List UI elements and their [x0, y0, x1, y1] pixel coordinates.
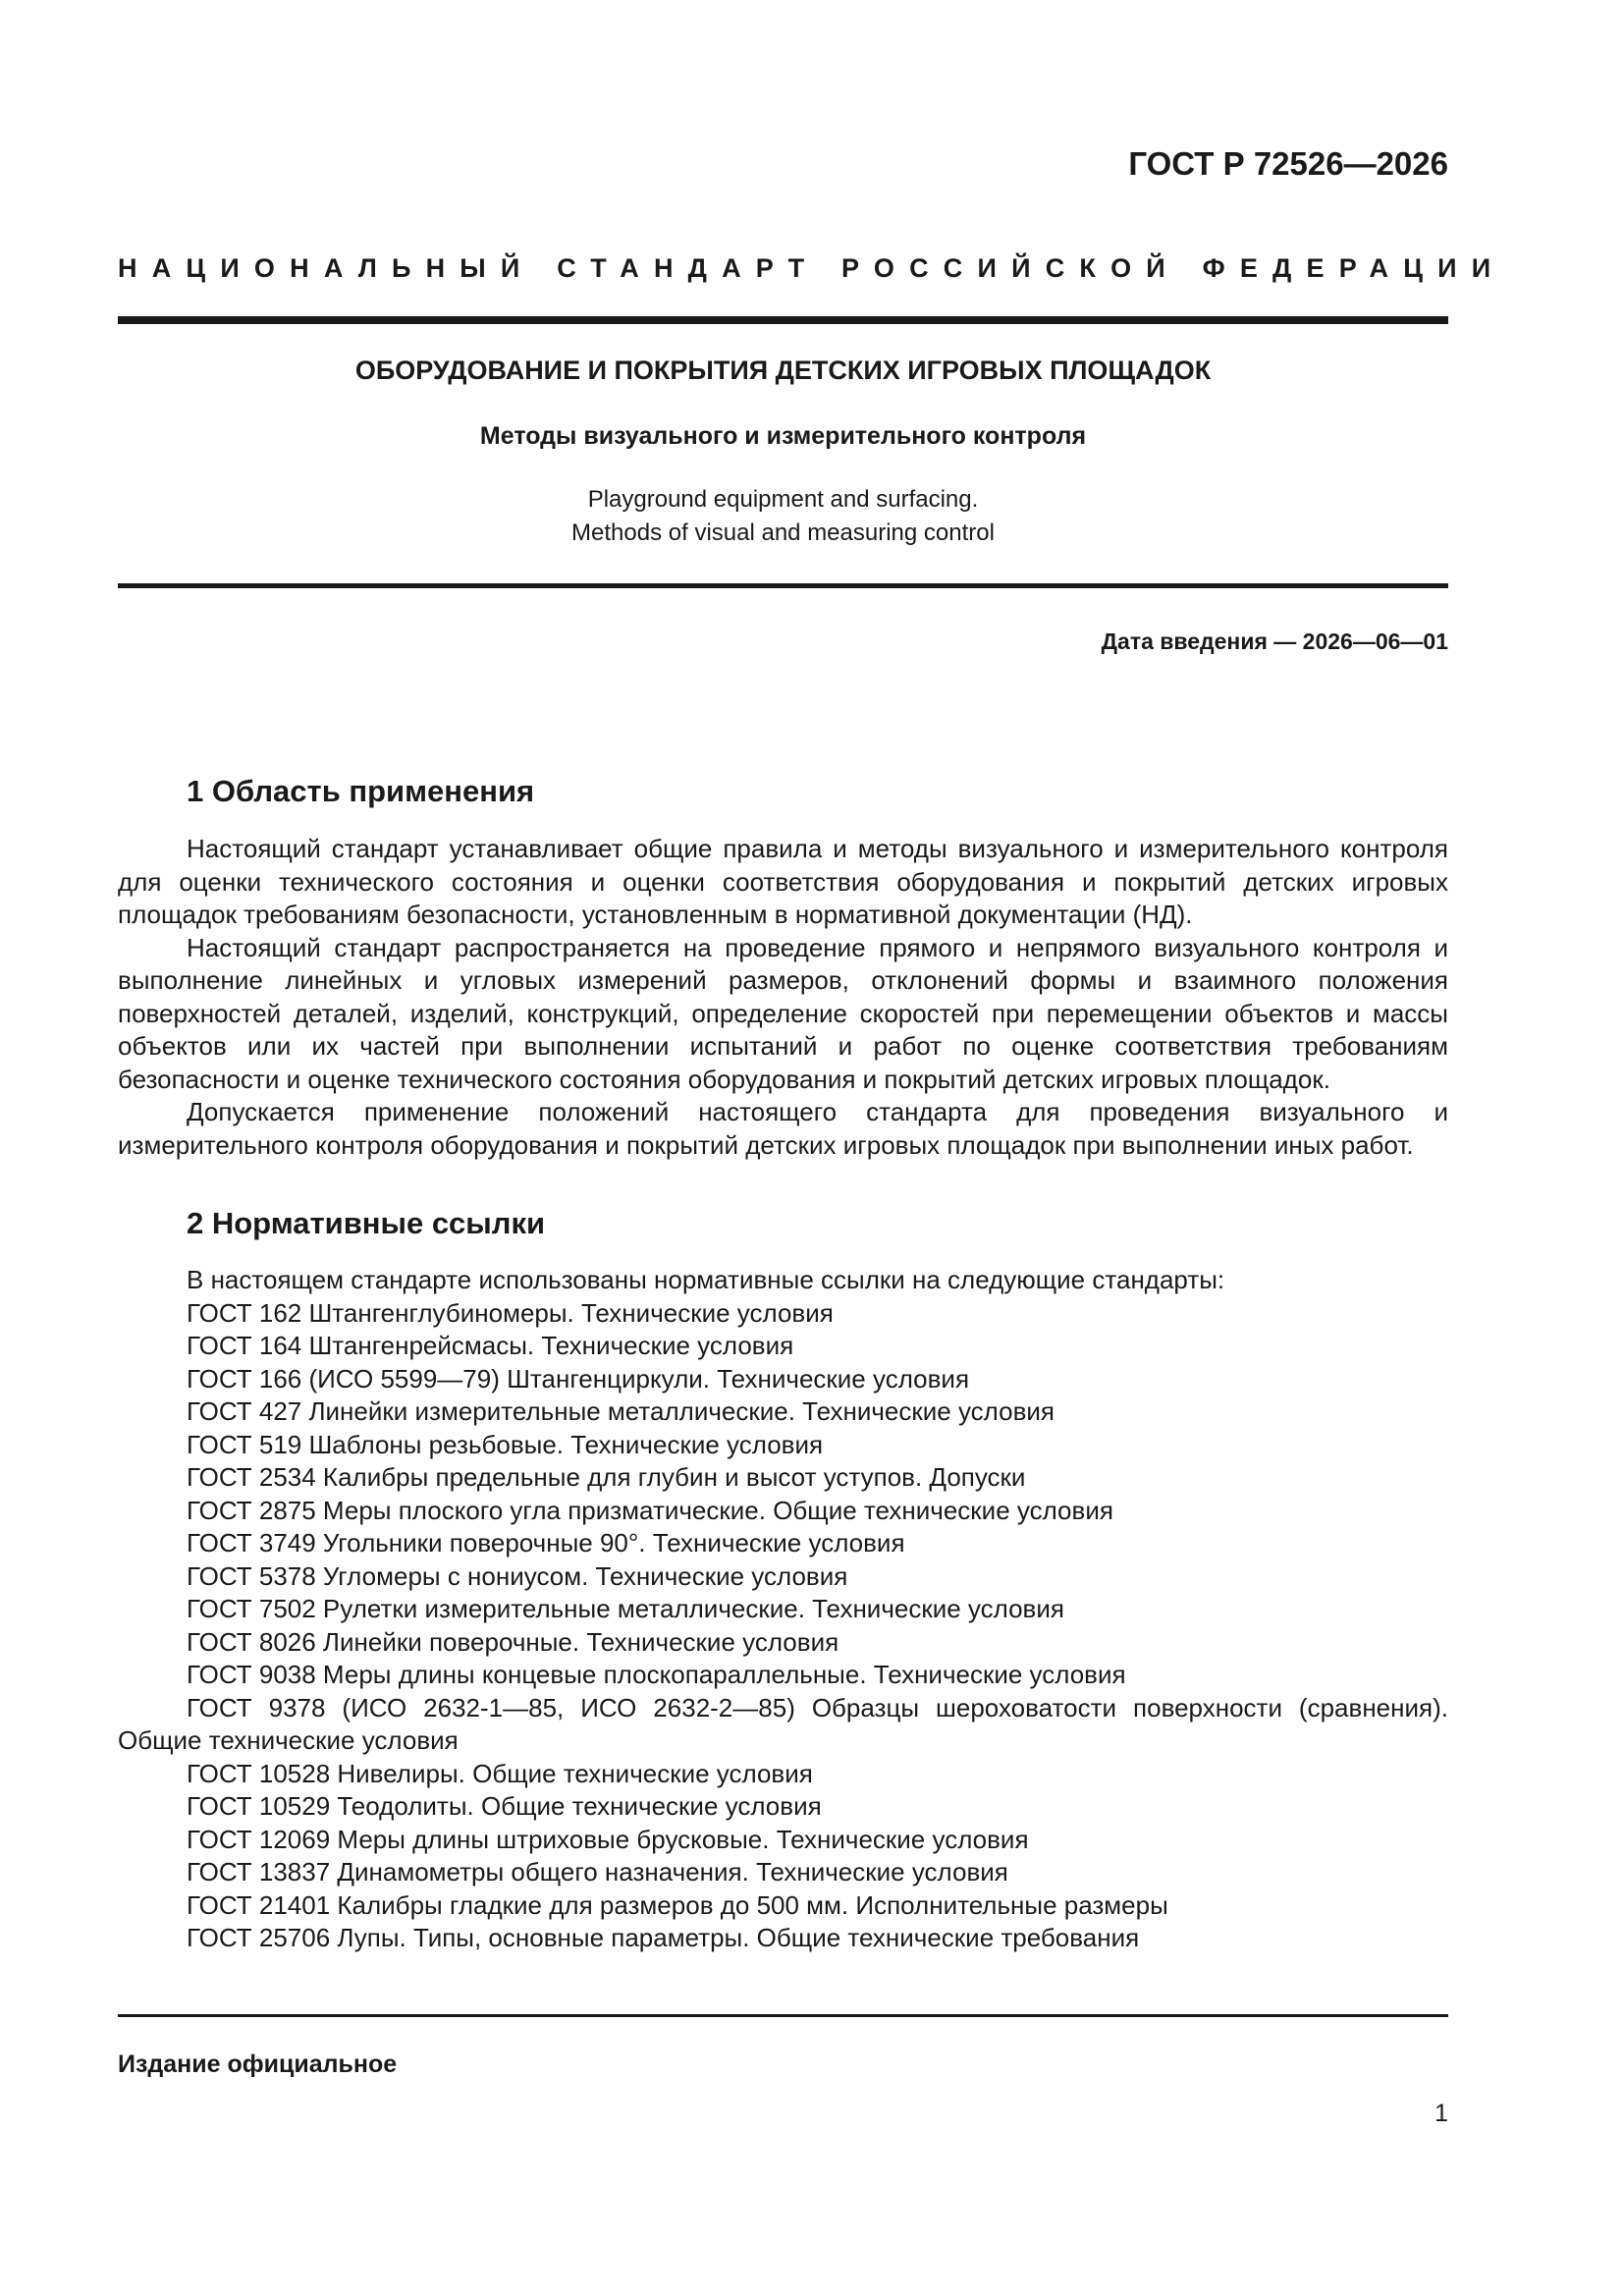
introduction-date: Дата введения — 2026—06—01 — [1101, 629, 1448, 654]
english-title-line-1: Playground equipment and surfacing. — [587, 486, 979, 513]
reference-item: ГОСТ 10529 Теодолиты. Общие технические условия — [187, 1791, 822, 1821]
references-intro: В настоящем стандарте использованы нормативные ссылки на следующие стандарты: — [187, 1265, 1225, 1294]
reference-item: ГОСТ 8026 Линейки поверочные. Технические условия — [187, 1626, 839, 1657]
reference-item: ГОСТ 162 Штангенглубиномеры. Технические условия — [187, 1297, 834, 1328]
reference-item: ГОСТ 10528 Нивелиры. Общие технические условия — [187, 1758, 813, 1788]
section-1-paragraph-2: Настоящий стандарт распространяется на проведение прямого и непрямого визуального контроля и выполнение линейных и угловых измерений размеров, отклонений формы и взаимного положения поверхностей деталей, изделий, конструкций, определение скоростей при перемещении объектов и массы объектов или их частей при выполнении испытаний и работ по оценке соответствия требованиям безопасности и оценке технического состояния оборудования и покрытий детских игровых площадок. — [118, 932, 1448, 1094]
reference-item: ГОСТ 3749 Угольники поверочные 90°. Технические условия — [187, 1528, 905, 1558]
reference-item: ГОСТ 164 Штангенрейсмасы. Технические условия — [187, 1331, 794, 1360]
document-subtitle: Методы визуального и измерительного контроля — [479, 422, 1087, 450]
divider-footer — [118, 2014, 1448, 2017]
reference-item: ГОСТ 166 (ИСО 5599—79) Штангенциркули. Технические условия — [187, 1363, 970, 1394]
reference-item: ГОСТ 427 Линейки измерительные металлические. Технические условия — [187, 1396, 1055, 1426]
reference-item: ГОСТ 519 Шаблоны резьбовые. Технические условия — [187, 1429, 824, 1459]
reference-item: ГОСТ 7502 Рулетки измерительные металлические. Технические условия — [187, 1594, 1064, 1623]
section-1-paragraph-1: Настоящий стандарт устанавливает общие правила и методы визуального и измерительного контроля для оценки технического состояния и оценки соответствия оборудования и покрытий детских игровых площадок требованиям безопасности, установленным в нормативной документации (НД). — [118, 834, 1448, 929]
standard-code: ГОСТ Р 72526—2026 — [1128, 145, 1448, 182]
section-1-heading: 1 Область применения — [187, 774, 535, 808]
section-1-paragraph-3: Допускается применение положений настоящего стандарта для проведения визуального и измерительного контроля оборудования и покрытий детских игровых площадок при выполнении иных работ. — [118, 1097, 1448, 1160]
reference-item: ГОСТ 25706 Лупы. Типы, основные параметры. Общие технические требования — [187, 1923, 1140, 1952]
english-title — [118, 483, 1448, 550]
normative-references-list — [118, 1264, 1448, 1955]
reference-item: ГОСТ 2534 Калибры предельные для глубин и высот уступов. Допуски — [187, 1462, 1026, 1492]
divider-top — [118, 316, 1448, 324]
official-edition-label: Издание официальное — [118, 2050, 398, 2078]
reference-item: ГОСТ 9038 Меры длины концевые плоскопараллельные. Технические условия — [187, 1660, 1126, 1689]
national-standard-banner: НАЦИОНАЛЬНЫЙ СТАНДАРТ РОССИЙСКОЙ ФЕДЕРАЦИИ — [118, 253, 1506, 283]
reference-item: ГОСТ 9378 (ИСО 2632-1—85, ИСО 2632-2—85) Образцы шероховатости поверхности (сравнения). Общие технические условия — [118, 1692, 1448, 1755]
page-number: 1 — [1434, 2100, 1448, 2127]
reference-item: ГОСТ 5378 Угломеры с нониусом. Технические условия — [187, 1560, 848, 1591]
reference-item: ГОСТ 12069 Меры длины штриховые брусковые. Технические условия — [187, 1824, 1029, 1854]
document-title: ОБОРУДОВАНИЕ И ПОКРЫТИЯ ДЕТСКИХ ИГРОВЫХ ПЛОЩАДОК — [354, 355, 1212, 385]
reference-item: ГОСТ 13837 Динамометры общего назначения. Технические условия — [187, 1857, 1008, 1886]
reference-item: ГОСТ 21401 Калибры гладкие для размеров до 500 мм. Исполнительные размеры — [187, 1889, 1168, 1920]
divider-title — [118, 583, 1448, 588]
section-2-heading: 2 Нормативные ссылки — [187, 1206, 546, 1240]
section-1-body — [118, 833, 1448, 1162]
reference-item: ГОСТ 2875 Меры плоского угла призматические. Общие технические условия — [187, 1495, 1113, 1525]
english-title-line-2: Methods of visual and measuring control — [571, 519, 995, 546]
